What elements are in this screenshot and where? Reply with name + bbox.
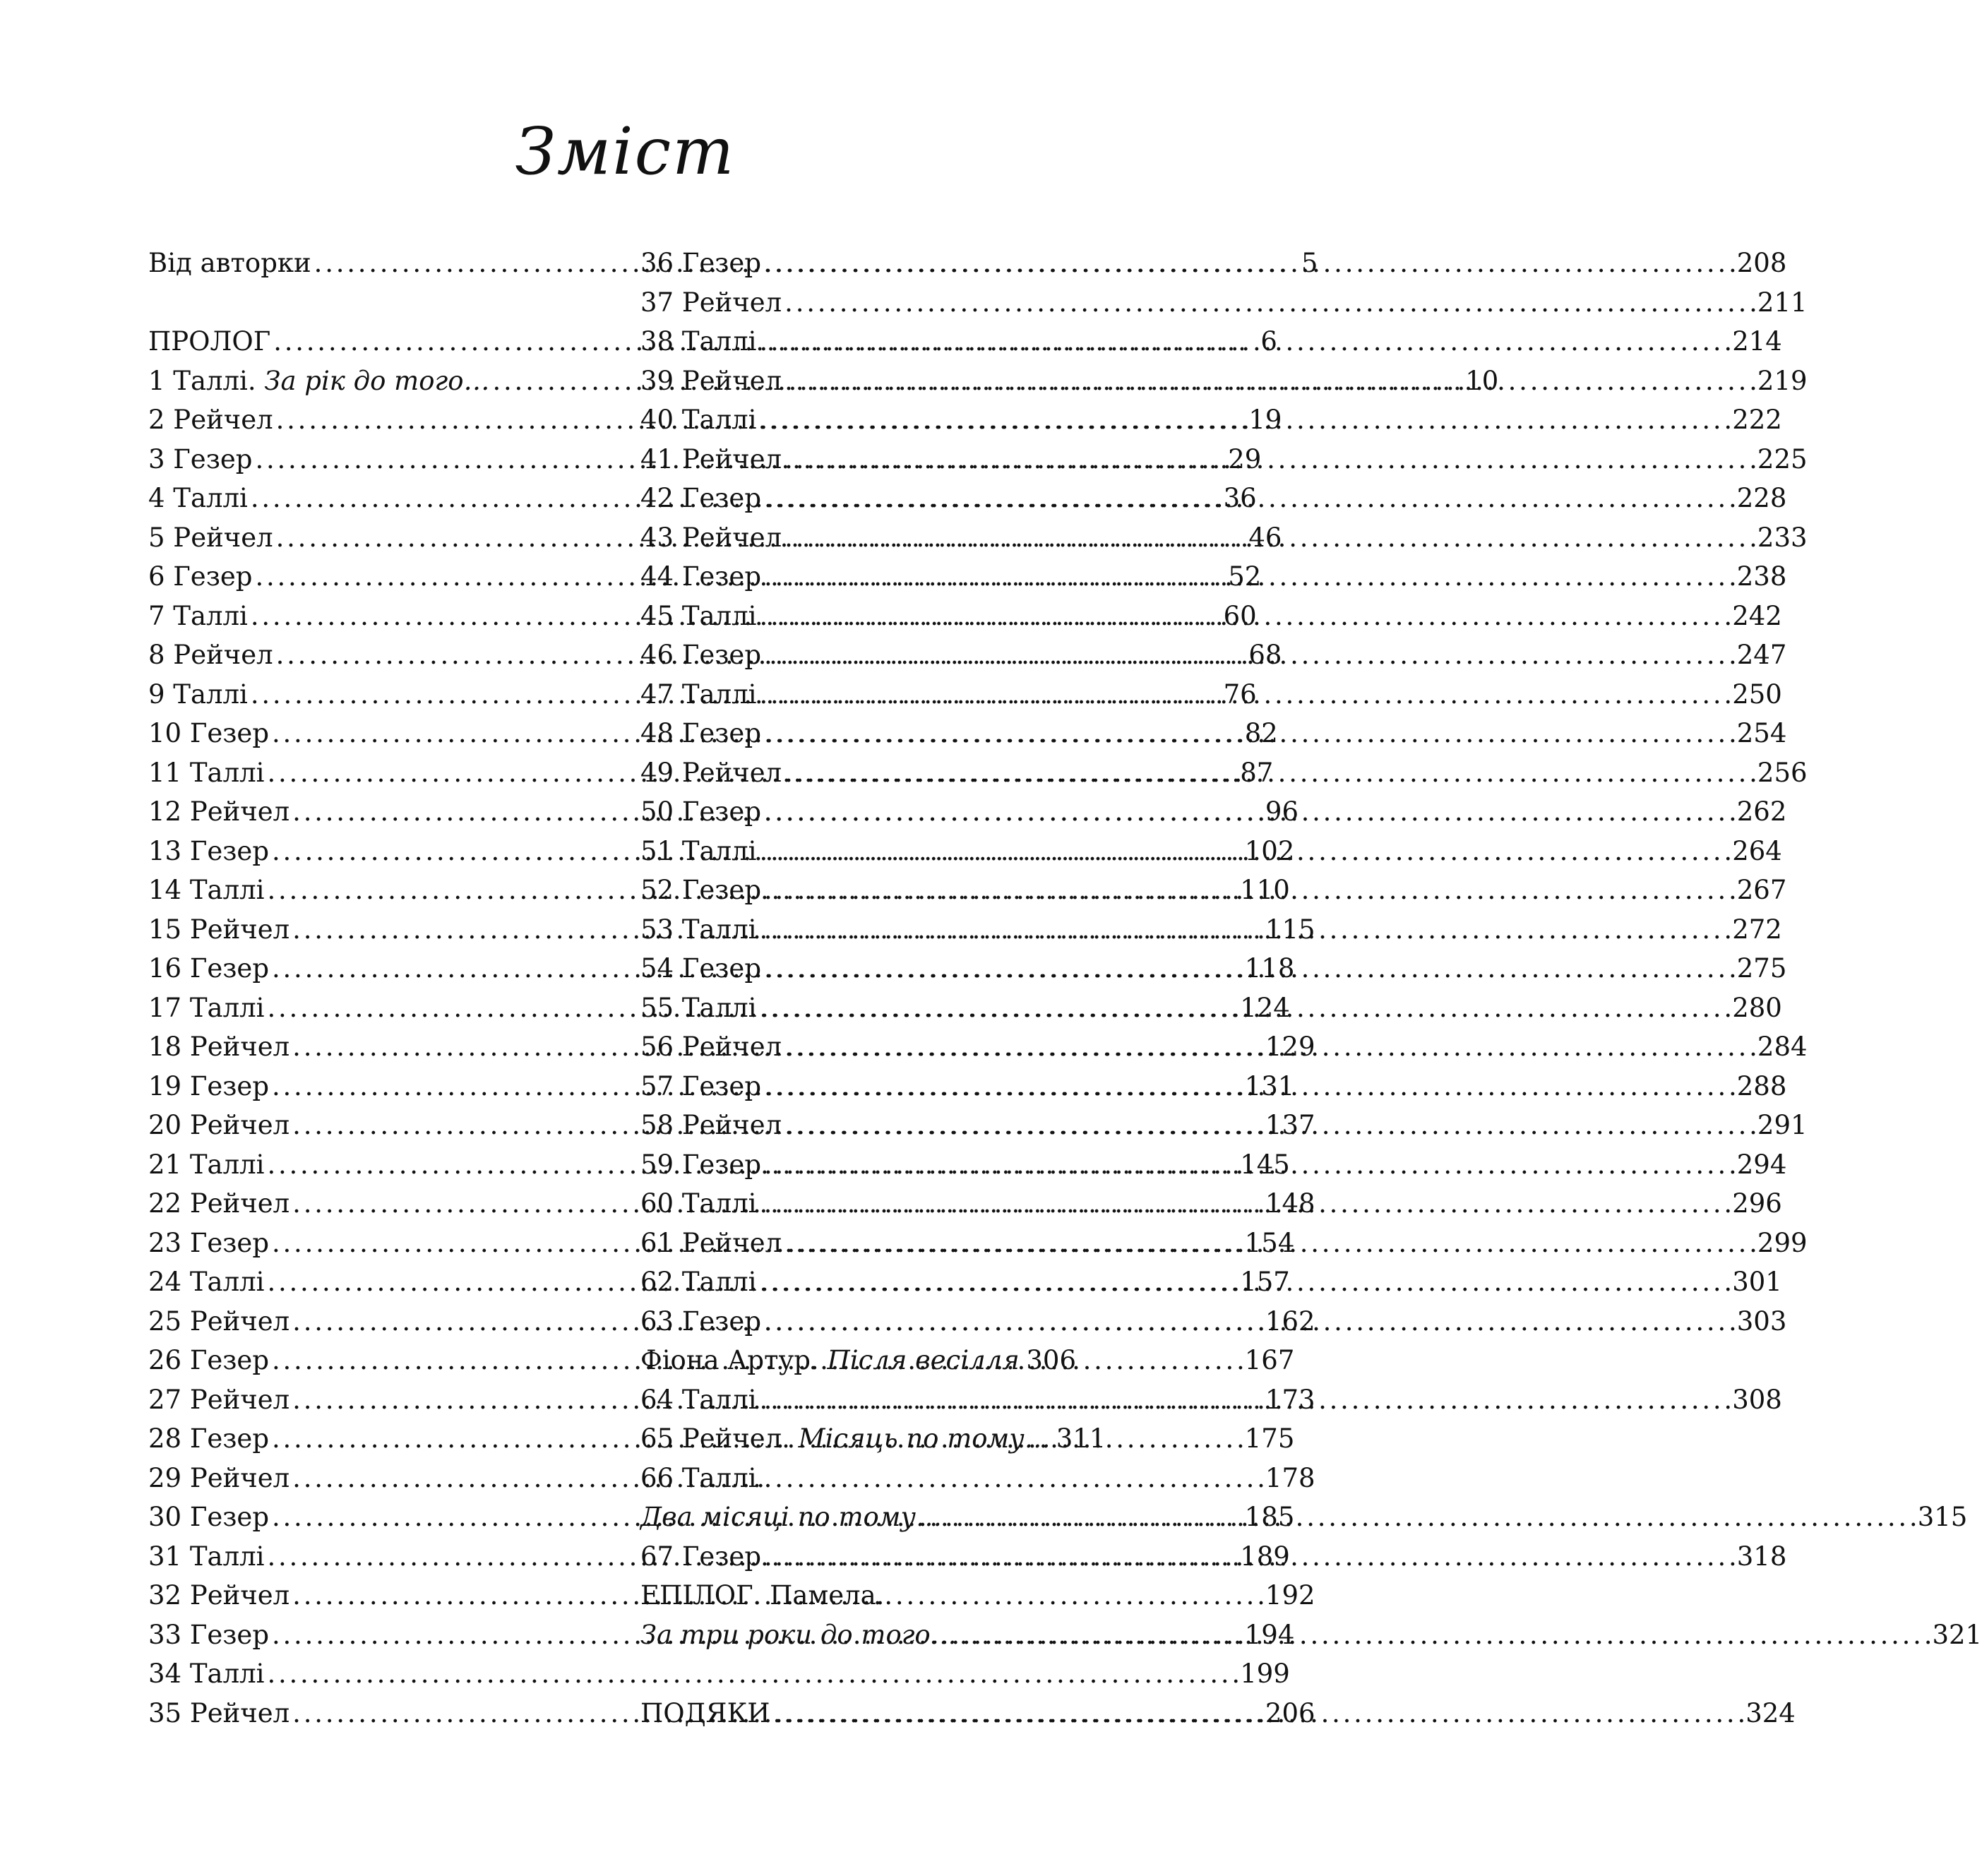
toc-entry-page-number: 324 bbox=[1745, 1697, 1796, 1728]
toc-entry-page-number: 6 bbox=[1260, 326, 1277, 357]
toc-entry-label bbox=[640, 949, 761, 988]
toc-entry-page-number: 211 bbox=[1757, 287, 1808, 318]
toc-entry-title: 33 Гезер bbox=[148, 1619, 269, 1650]
toc-entry-page-number: 299 bbox=[1757, 1227, 1808, 1258]
toc-entry-title: 25 Рейчел bbox=[148, 1306, 290, 1337]
dot-leader bbox=[764, 792, 1734, 832]
toc-entry-label bbox=[640, 1224, 782, 1263]
toc-entry-label bbox=[148, 832, 269, 871]
toc-entry-page-number: 36 bbox=[1223, 483, 1257, 513]
toc-entry-label bbox=[148, 1419, 269, 1459]
toc-entry-title: 27 Рейчел bbox=[148, 1384, 290, 1415]
toc-entry-label bbox=[148, 1145, 264, 1185]
toc-entry-title: 44 Гезер bbox=[640, 561, 761, 592]
toc-entry-label bbox=[640, 1067, 761, 1106]
toc-entry-title: 6 Гезер bbox=[148, 561, 253, 592]
toc-entry-title: 30 Гезер bbox=[148, 1502, 269, 1532]
toc-entry-title: 51 Таллі bbox=[640, 835, 757, 866]
toc-entry-title: 2 Рейчел bbox=[148, 405, 273, 435]
toc-entry-label bbox=[148, 1027, 289, 1067]
toc-entry-page-number: 308 bbox=[1732, 1384, 1782, 1415]
toc-entry-page-number: 250 bbox=[1732, 679, 1782, 710]
toc-entry-title: 48 Гезер bbox=[640, 718, 761, 748]
toc-entry-label bbox=[148, 244, 311, 283]
toc-entry-page-number: 154 bbox=[1244, 1227, 1295, 1258]
toc-entry-label bbox=[148, 1224, 269, 1263]
toc-entry-label bbox=[640, 557, 761, 597]
toc-entry-page-number: 219 bbox=[1757, 365, 1808, 396]
toc-entry-page-number: 82 bbox=[1244, 718, 1278, 748]
toc-entry-label bbox=[640, 753, 782, 793]
toc-entry-title: 52 Гезер bbox=[640, 875, 761, 905]
toc-entry-label bbox=[148, 1067, 269, 1106]
toc-entry-page-number: 173 bbox=[1265, 1384, 1315, 1415]
toc-entry-page-number: 291 bbox=[1757, 1110, 1808, 1140]
toc-entry-title: 8 Рейчел bbox=[148, 640, 273, 670]
toc-entry-title: 5 Рейчел bbox=[148, 522, 273, 553]
toc-entry-label bbox=[148, 1380, 289, 1420]
toc-entry-label bbox=[148, 400, 273, 440]
toc-entry-page-number: 102 bbox=[1244, 835, 1295, 866]
dot-leader bbox=[784, 283, 1755, 323]
toc-entry-title: 39 Рейчел bbox=[640, 365, 782, 396]
dot-leader bbox=[764, 1302, 1734, 1342]
toc-entry-title: 21 Таллі bbox=[148, 1149, 265, 1180]
toc-entry-page-number: 272 bbox=[1732, 914, 1782, 945]
toc-entry-page-number: 96 bbox=[1265, 796, 1299, 827]
toc-entry-label bbox=[640, 1380, 756, 1420]
toc-entry-title: 42 Гезер bbox=[640, 483, 761, 513]
toc-entry-label bbox=[148, 440, 252, 479]
toc-entry-label bbox=[640, 1145, 761, 1185]
toc-entry-label bbox=[148, 1694, 289, 1733]
toc-entry-label bbox=[148, 1615, 269, 1655]
toc-entry-title: 23 Гезер bbox=[148, 1227, 269, 1258]
toc-entry-title: 4 Таллі bbox=[148, 483, 248, 513]
toc-entry-title: 60 Таллі bbox=[640, 1188, 757, 1219]
toc-entry-label bbox=[148, 1184, 289, 1224]
toc-entry-subtitle: За рік до того… bbox=[256, 365, 490, 396]
dot-leader bbox=[764, 714, 1734, 753]
toc-entry-page-number: 167 bbox=[1244, 1345, 1295, 1375]
toc-entry-title: 40 Таллі bbox=[640, 405, 757, 435]
dot-leader bbox=[759, 400, 1729, 440]
toc-entry-page-number: 242 bbox=[1732, 600, 1782, 631]
toc-entry-label bbox=[148, 557, 252, 597]
toc-entry-page-number: 194 bbox=[1244, 1619, 1295, 1650]
toc-entry-title: 13 Гезер bbox=[148, 835, 269, 866]
toc-entry-title: 35 Рейчел bbox=[148, 1697, 290, 1728]
toc-entry-title: 37 Рейчел bbox=[640, 287, 782, 318]
toc-entry-title: 59 Гезер bbox=[640, 1149, 761, 1180]
toc-entry-title: 34 Таллі bbox=[148, 1659, 265, 1689]
toc-entry-title: 38 Таллі bbox=[640, 326, 757, 357]
dot-leader bbox=[759, 832, 1729, 871]
toc-entry-label bbox=[640, 988, 756, 1028]
toc-entry-page-number: 296 bbox=[1732, 1188, 1782, 1219]
toc-entry-label bbox=[640, 910, 756, 950]
dot-leader bbox=[784, 518, 1755, 558]
toc-entry-title: 64 Таллі bbox=[640, 1384, 757, 1415]
toc-entry-label bbox=[148, 675, 248, 715]
toc-entry bbox=[640, 1419, 1106, 1459]
toc-entry-page-number: 5 bbox=[1301, 248, 1318, 278]
toc-entry-title: 10 Гезер bbox=[148, 718, 269, 748]
toc-entry-title: 20 Рейчел bbox=[148, 1110, 290, 1140]
toc-entry bbox=[640, 1459, 1076, 1498]
toc-entry-title: 62 Таллі bbox=[640, 1267, 757, 1297]
toc-entry-title: 17 Таллі bbox=[148, 992, 265, 1023]
toc-entry-page-number: 185 bbox=[1244, 1502, 1295, 1532]
toc-entry-title: 18 Рейчел bbox=[148, 1032, 290, 1062]
toc-entry-label bbox=[640, 675, 756, 715]
toc-entry-page-number: 247 bbox=[1736, 640, 1787, 670]
dot-leader bbox=[784, 1027, 1755, 1067]
toc-entry-page-number: 124 bbox=[1240, 992, 1290, 1023]
toc-entry-page-number: 52 bbox=[1228, 561, 1262, 592]
toc-entry-label bbox=[640, 832, 756, 871]
toc-entry bbox=[640, 322, 1782, 362]
toc-entry-label bbox=[148, 871, 264, 910]
toc-entry-title: 31 Таллі bbox=[148, 1541, 265, 1572]
toc-entry-page-number: 129 bbox=[1265, 1032, 1315, 1062]
toc-entry-page-number: 10 bbox=[1465, 365, 1499, 396]
toc-entry-title: 57 Гезер bbox=[640, 1070, 761, 1101]
toc-entry-title: Фіона Артур. bbox=[640, 1345, 819, 1375]
toc-entry-page-number: 262 bbox=[1736, 796, 1787, 827]
toc-entry-page-number: 284 bbox=[1757, 1032, 1808, 1062]
dot-leader bbox=[784, 1224, 1755, 1263]
page-title: Зміст bbox=[515, 114, 736, 189]
toc-entry-title: 28 Гезер bbox=[148, 1423, 269, 1454]
toc-entry-label bbox=[640, 871, 761, 910]
toc-entry-page-number: 162 bbox=[1265, 1306, 1315, 1337]
toc-entry-label bbox=[640, 322, 756, 362]
dot-leader bbox=[764, 871, 1734, 910]
toc-entry-title: 29 Рейчел bbox=[148, 1462, 290, 1493]
toc-entry-page-number: 233 bbox=[1757, 522, 1808, 553]
dot-leader bbox=[1022, 1341, 1024, 1380]
toc-entry-label bbox=[640, 1184, 756, 1224]
toc-entry-title: 1 Таллі. bbox=[148, 365, 256, 396]
toc-entry-page-number: 192 bbox=[1265, 1580, 1315, 1611]
dot-leader bbox=[764, 479, 1734, 518]
toc-entry-label bbox=[640, 1106, 782, 1145]
toc-entry-label bbox=[148, 1498, 269, 1537]
toc-entry-title: 26 Гезер bbox=[148, 1345, 269, 1375]
toc-entry-page-number: 87 bbox=[1240, 757, 1274, 788]
dot-leader bbox=[759, 1380, 1729, 1420]
toc-entry-title: 50 Гезер bbox=[640, 796, 761, 827]
toc-entry-label bbox=[148, 362, 490, 401]
toc-entry-title: ЕПІЛОГ. Памела. bbox=[640, 1580, 885, 1611]
toc-entry-page-number: 267 bbox=[1736, 875, 1787, 905]
toc-entry-page-number: 294 bbox=[1736, 1149, 1787, 1180]
dot-leader bbox=[772, 1694, 1743, 1733]
toc-entry-page-number: 29 bbox=[1228, 443, 1262, 474]
toc-entry-label bbox=[640, 635, 761, 675]
toc-entry-title: ПОДЯКИ bbox=[640, 1697, 770, 1728]
toc-entry-title: Від авторки bbox=[148, 248, 311, 278]
toc-entry-subtitle: Після весілля bbox=[818, 1345, 1020, 1375]
toc-entry-title: 9 Таллі bbox=[148, 679, 248, 710]
toc-entry-title: 12 Рейчел bbox=[148, 796, 290, 827]
toc-entry-label bbox=[640, 518, 782, 558]
toc-entry-title: 54 Гезер bbox=[640, 953, 761, 984]
dot-leader bbox=[764, 1067, 1734, 1106]
toc-entry-title: 49 Рейчел bbox=[640, 757, 782, 788]
toc-entry-label bbox=[640, 440, 782, 479]
toc-entry-title: 24 Таллі bbox=[148, 1267, 265, 1297]
toc-entry-label bbox=[148, 1302, 289, 1342]
toc-entry-title: 63 Гезер bbox=[640, 1306, 761, 1337]
toc-entry bbox=[640, 244, 1787, 283]
toc-entry-title: 56 Рейчел bbox=[640, 1032, 782, 1062]
toc-entry-page-number: 306 bbox=[1026, 1345, 1076, 1375]
toc-entry-page-number: 178 bbox=[1265, 1462, 1315, 1493]
toc-entry-title: 55 Таллі bbox=[640, 992, 757, 1023]
toc-entry-label bbox=[148, 988, 264, 1028]
toc-entry-page-number: 189 bbox=[1240, 1541, 1290, 1572]
toc-entry-page-number: 76 bbox=[1223, 679, 1257, 710]
dot-leader bbox=[764, 949, 1734, 988]
toc-entry-title: 7 Таллі bbox=[148, 600, 248, 631]
toc-entry-title: 11 Таллі bbox=[148, 757, 265, 788]
toc-entry-page-number: 199 bbox=[1240, 1659, 1290, 1689]
dot-leader bbox=[759, 988, 1729, 1028]
toc-entry-title: 47 Таллі bbox=[640, 679, 757, 710]
toc-entry-label bbox=[640, 1615, 957, 1655]
toc-entry-title: 41 Рейчел bbox=[640, 443, 782, 474]
toc-entry-label bbox=[148, 1576, 289, 1615]
toc-entry-label bbox=[640, 1576, 884, 1615]
toc-entry-title: 61 Рейчел bbox=[640, 1227, 782, 1258]
toc-entry-page-number: 145 bbox=[1240, 1149, 1290, 1180]
toc-entry-label bbox=[640, 1302, 761, 1342]
toc-entry-page-number: 288 bbox=[1736, 1070, 1787, 1101]
toc-entry-label bbox=[148, 1106, 289, 1145]
toc-entry-subtitle: Місяць по тому… bbox=[789, 1423, 1051, 1454]
toc-entry-label bbox=[640, 400, 756, 440]
toc-entry-page-number: 222 bbox=[1732, 405, 1782, 435]
toc-entry-page-number: 280 bbox=[1732, 992, 1782, 1023]
toc-entry-label bbox=[640, 1341, 1020, 1380]
toc-entry bbox=[640, 1576, 1076, 1615]
dot-leader bbox=[764, 244, 1734, 283]
toc-entry-title: 67 Гезер bbox=[640, 1541, 761, 1572]
dot-leader bbox=[759, 1262, 1729, 1302]
dot-leader bbox=[764, 557, 1734, 597]
toc-entry-title: 15 Рейчел bbox=[148, 914, 290, 945]
dot-leader bbox=[759, 910, 1729, 950]
toc-entry-title: 45 Таллі bbox=[640, 600, 757, 631]
dot-leader bbox=[759, 1184, 1729, 1224]
toc-entry-page-number: 311 bbox=[1056, 1423, 1106, 1454]
toc-entry-title: 14 Таллі bbox=[148, 875, 265, 905]
toc-entry-page-number: 19 bbox=[1248, 405, 1282, 435]
toc-entry-label bbox=[148, 597, 248, 636]
toc-entry-page-number: 131 bbox=[1244, 1070, 1295, 1101]
toc-entry-title: 66 Таллі. bbox=[640, 1462, 765, 1493]
toc-entry-page-number: 110 bbox=[1240, 875, 1290, 905]
toc-entry-page-number: 228 bbox=[1736, 483, 1787, 513]
toc-entry-page-number: 137 bbox=[1265, 1110, 1315, 1140]
toc-entry-label bbox=[640, 362, 782, 401]
toc-entry-label bbox=[640, 283, 782, 323]
toc-entry-label bbox=[640, 1419, 1051, 1459]
dot-leader bbox=[784, 440, 1755, 479]
toc-entry-label bbox=[148, 753, 264, 793]
toc-entry-page-number: 157 bbox=[1240, 1267, 1290, 1297]
toc-entry bbox=[148, 1654, 1290, 1694]
toc-entry-title: 3 Гезер bbox=[148, 443, 253, 474]
dot-leader bbox=[759, 597, 1729, 636]
toc-entry-label bbox=[148, 518, 273, 558]
toc-entry-page-number: 175 bbox=[1244, 1423, 1295, 1454]
toc-entry-title: 36 Гезер bbox=[640, 248, 761, 278]
toc-entry-label bbox=[148, 1654, 264, 1694]
toc-entry-page-number: 301 bbox=[1732, 1267, 1782, 1297]
toc-entry bbox=[640, 1341, 1076, 1380]
toc-entry-page-number: 118 bbox=[1244, 953, 1295, 984]
toc-entry-page-number: 208 bbox=[1736, 248, 1787, 278]
toc-entry-label bbox=[148, 322, 270, 362]
toc-entry-label bbox=[148, 479, 248, 518]
toc-entry-page-number: 206 bbox=[1265, 1697, 1315, 1728]
toc-entry-label bbox=[640, 244, 761, 283]
toc-entry-page-number: 315 bbox=[1917, 1502, 1968, 1532]
toc-entry-page-number: 60 bbox=[1223, 600, 1257, 631]
toc-entry-title: 46 Гезер bbox=[640, 640, 761, 670]
toc-entry-label bbox=[148, 792, 289, 832]
toc-entry-title: 16 Гезер bbox=[148, 953, 269, 984]
dot-leader bbox=[784, 362, 1755, 401]
toc-entry-label bbox=[640, 1537, 761, 1577]
toc-entry-label bbox=[640, 479, 761, 518]
toc-entry-title: 22 Рейчел bbox=[148, 1188, 290, 1219]
dot-leader bbox=[764, 1537, 1734, 1577]
toc-entry-title: ПРОЛОГ bbox=[148, 326, 271, 357]
toc-entry-page-number: 46 bbox=[1248, 522, 1282, 553]
toc-entry-label bbox=[640, 1694, 770, 1733]
toc-entry-page-number: 148 bbox=[1265, 1188, 1315, 1219]
toc-entry-label bbox=[640, 1459, 765, 1498]
toc-entry-page-number: 68 bbox=[1248, 640, 1282, 670]
toc-entry-page-number: 321 bbox=[1932, 1619, 1982, 1650]
toc-entry-label bbox=[148, 949, 269, 988]
toc-entry-page-number: 254 bbox=[1736, 718, 1787, 748]
dot-leader bbox=[764, 635, 1734, 675]
toc-entry-page-number: 214 bbox=[1732, 326, 1782, 357]
toc-entry-label bbox=[640, 1027, 782, 1067]
toc-entry-title: 53 Таллі bbox=[640, 914, 757, 945]
toc-entry-label bbox=[148, 1459, 289, 1498]
toc-entry-title: 19 Гезер bbox=[148, 1070, 269, 1101]
toc-entry bbox=[640, 283, 1808, 323]
toc-entry-page-number: 238 bbox=[1736, 561, 1787, 592]
toc-entry-page-number: 115 bbox=[1265, 914, 1315, 945]
toc-entry-title: 58 Рейчел bbox=[640, 1110, 782, 1140]
dot-leader bbox=[764, 1145, 1734, 1185]
toc-entry-label bbox=[148, 635, 273, 675]
toc-entry-subtitle: Два місяці по тому… bbox=[640, 1502, 942, 1532]
dot-leader bbox=[960, 1615, 1930, 1655]
dot-leader bbox=[945, 1498, 1915, 1537]
dot-leader bbox=[784, 753, 1755, 793]
toc-entry-label bbox=[640, 714, 761, 753]
toc-entry-label bbox=[640, 597, 756, 636]
toc-entry-page-number: 303 bbox=[1736, 1306, 1787, 1337]
toc-entry-page-number: 318 bbox=[1736, 1541, 1787, 1572]
dot-leader bbox=[759, 675, 1729, 715]
toc-entry-label bbox=[148, 1341, 269, 1380]
toc-entry-title: 65 Рейчел. bbox=[640, 1423, 790, 1454]
toc-entry-label bbox=[148, 1537, 264, 1577]
toc-entry-page-number: 264 bbox=[1732, 835, 1782, 866]
toc-entry-title: 32 Рейчел bbox=[148, 1580, 290, 1611]
dot-leader bbox=[759, 322, 1729, 362]
toc-entry-title: 43 Рейчел bbox=[640, 522, 782, 553]
toc-entry-page-number: 275 bbox=[1736, 953, 1787, 984]
toc-entry-page-number: 225 bbox=[1757, 443, 1808, 474]
toc-entry-label bbox=[148, 910, 289, 950]
toc-entry-label bbox=[640, 792, 761, 832]
toc-entry-page-number: 256 bbox=[1757, 757, 1808, 788]
toc-entry-label bbox=[640, 1262, 756, 1302]
toc-entry-label bbox=[640, 1498, 942, 1537]
toc-entry-label bbox=[148, 714, 269, 753]
toc-entry-subtitle: За три роки до того… bbox=[640, 1619, 957, 1650]
toc-entry-label bbox=[148, 1262, 264, 1302]
dot-leader bbox=[784, 1106, 1755, 1145]
